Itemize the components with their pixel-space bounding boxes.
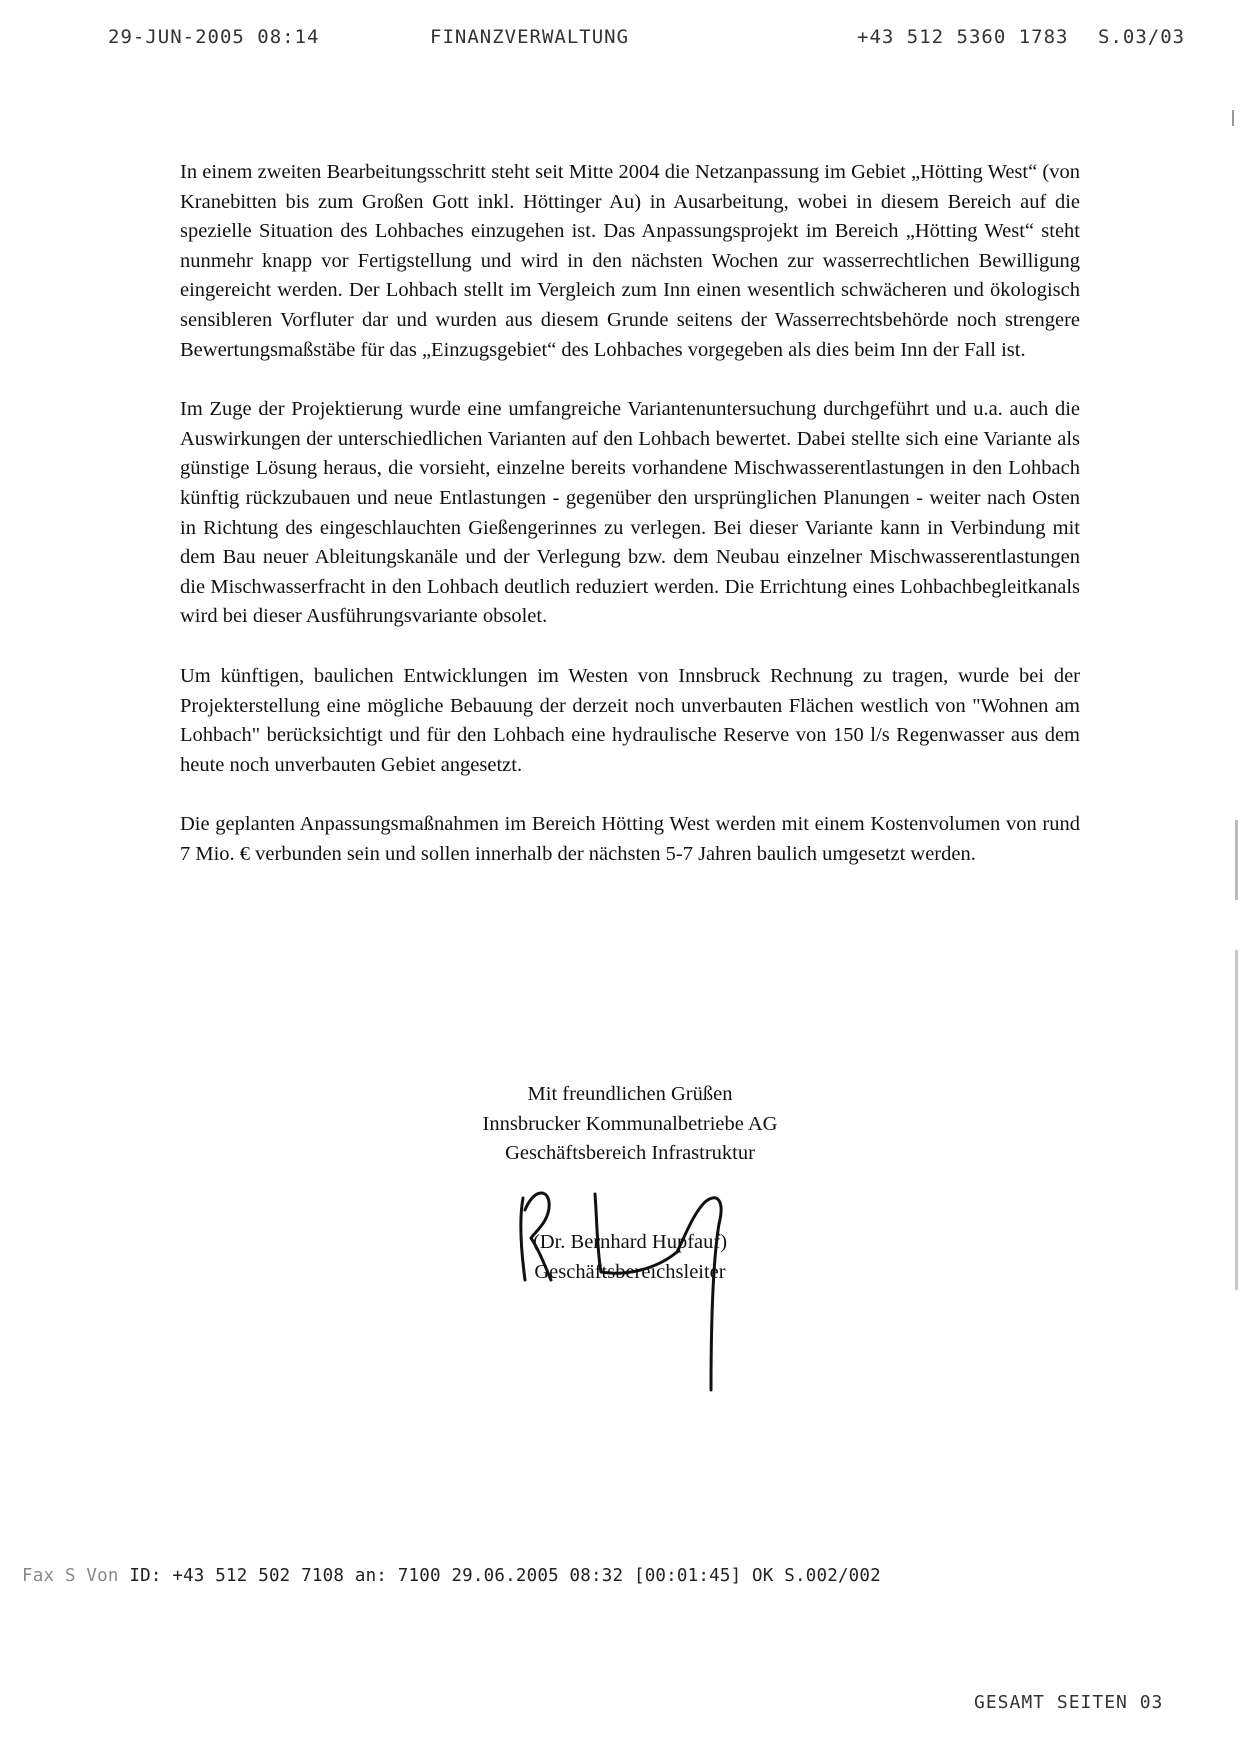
handwritten-signature: [505, 1180, 745, 1400]
closing-block: [420, 1080, 840, 1169]
total-pages: GESAMT SEITEN 03: [974, 1692, 1164, 1713]
fax-transmission-footer: [22, 1566, 881, 1586]
fax-header-date-time: 29-JUN-2005 08:14: [108, 26, 320, 48]
scan-edge-marks: [1226, 0, 1240, 1753]
fax-header: [0, 22, 1240, 52]
paragraph-1: In einem zweiten Bearbeitungsschritt steht seit Mitte 2004 die Netzanpassung im Gebiet „Hötting West“ (von Kranebitten bis zum Großen Gott inkl. Höttinger Au) in Ausarbeitung, wobei in diesem Bereich auf die spezielle Situation des Lohbaches einzugehen ist. Das Anpassungsprojekt im Bereich „Hötting West“ steht nunmehr knapp vor Fertigstellung und wird in den nächsten Wochen zur wasserrechtlichen Bewilligung eingereicht werden. Der Lohbach stellt im Vergleich zum Inn einen wesentlich schwächeren und ökologisch sensibleren Vorfluter dar und wurden aus diesem Grunde seitens der Wasserrechtsbehörde noch strengere Bewertungsmaßstäbe für das „Einzugsgebiet“ des Lohbaches vorgegeben als dies beim Inn der Fall ist.: [180, 161, 1080, 361]
fax-footer-prefix: Fax S Von: [22, 1566, 119, 1586]
fax-footer-line: ID: +43 512 502 7108 an: 7100 29.06.2005 08:32 [00:01:45] OK S.002/002: [129, 1566, 881, 1586]
signer-title: Geschäftsbereichsleiter: [534, 1260, 726, 1283]
fax-header-phone: +43 512 5360 1783: [857, 26, 1069, 48]
fax-header-page: S.03/03: [1098, 26, 1186, 48]
signer-block: [480, 1228, 780, 1287]
paragraph-3: Um künftigen, baulichen Entwicklungen im Westen von Innsbruck Rechnung zu tragen, wurde bei der Projekterstellung eine mögliche Bebauung der derzeit noch unverbauten Flächen westlich von "Wohnen am Lohbach" berücksichtigt und für den Lohbach eine hydraulische Reserve von 150 l/s Regenwasser aus dem heute noch unverbauten Gebiet angesetzt.: [180, 664, 1080, 776]
closing-greeting: Mit freundlichen Grüßen: [527, 1083, 733, 1105]
paragraph-4: Die geplanten Anpassungsmaßnahmen im Bereich Hötting West werden mit einem Kostenvolumen von rund 7 Mio. € verbunden sein und sollen innerhalb der nächsten 5-7 Jahren baulich umgesetzt werden.: [180, 813, 1080, 865]
closing-company: Innsbrucker Kommunalbetriebe AG: [482, 1112, 778, 1135]
closing-department: Geschäftsbereich Infrastruktur: [505, 1142, 755, 1165]
fax-header-sender: FINANZVERWALTUNG: [430, 26, 630, 48]
paragraph-2: Im Zuge der Projektierung wurde eine umfangreiche Variantenuntersuchung durchgeführt und u.a. auch die Auswirkungen der unterschiedlichen Varianten auf den Lohbach bewertet. Dabei stellte sich eine Variante als günstige Lösung heraus, die vorsieht, einzelne bereits vorhandene Mischwasserentlastungen in den Lohbach künftig rückzubauen und neue Entlastungen - gegenüber den ursprünglichen Planungen - weiter nach Osten in Richtung des eingeschlauchten Gießengerinnes zu verlegen. Bei dieser Variante kann in Verbindung mit dem Bau neuer Ableitungskanäle und der Verlegung bzw. dem Neubau einzelner Mischwasserentlastungen die Mischwasserfracht in den Lohbach deutlich reduziert werden. Die Errichtung eines Lohbachbegleitkanals wird bei dieser Ausführungsvariante obsolet.: [180, 398, 1080, 628]
signer-name: (Dr. Bernhard Hupfauf): [532, 1231, 728, 1253]
letter-body: [180, 158, 1080, 899]
